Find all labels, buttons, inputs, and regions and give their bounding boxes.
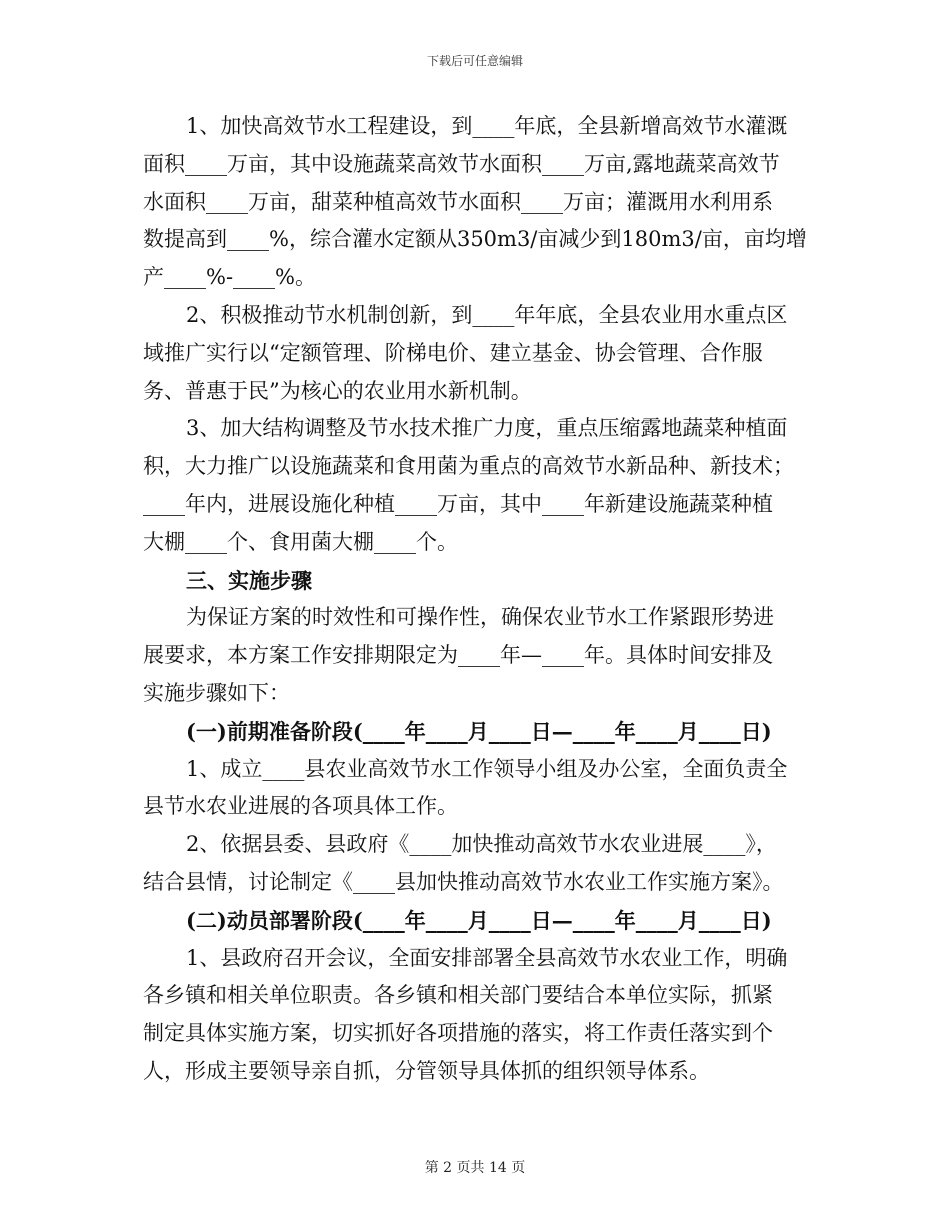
text-line: 实施步骤如下： xyxy=(143,680,290,705)
page-footer: 第 2 页共 14 页 xyxy=(424,1160,526,1176)
text-line: 务、普惠于民”为核心的农业用水新机制。 xyxy=(143,378,532,403)
text-line: 1、县政府召开会议，全面安排部署全县高效节水农业工作，明确 xyxy=(186,945,788,970)
text-line: 人，形成主要领导亲自抓，分管领导具体抓的组织领导体系。 xyxy=(143,1058,710,1083)
section-heading: (一)前期准备阶段(____年____月____日—____年____月____日) xyxy=(186,718,772,744)
text-line: 1、加快高效节水工程建设，到____年底，全县新增高效节水灌溉 xyxy=(186,114,788,138)
section-heading: 三、实施步骤 xyxy=(186,567,312,593)
page-header: 下载后可任意编辑 xyxy=(426,54,523,68)
section-heading: (二)动员部署阶段(____年____月____日—____年____月____日) xyxy=(186,907,772,933)
text-line: 面积____万亩，其中设施蔬菜高效节水面积____万亩,露地蔬菜高效节 xyxy=(143,151,780,176)
text-line: 大棚____个、食用菌大棚____个。 xyxy=(143,529,458,554)
text-line: 县节水农业进展的各项具体工作。 xyxy=(143,794,458,819)
text-line: 为保证方案的时效性和可操作性，确保农业节水工作紧跟形势进 xyxy=(186,605,774,630)
text-line: 积，大力推广以设施蔬菜和食用菌为重点的高效节水新品种、新技术； xyxy=(143,454,794,479)
text-line: 域推广实行以“定额管理、阶梯电价、建立基金、协会管理、合作服 xyxy=(143,340,763,365)
text-line: 展要求，本方案工作安排期限定为____年—____年。具体时间安排及 xyxy=(143,643,773,668)
text-line: 3、加大结构调整及节水技术推广力度，重点压缩露地蔬菜种植面 xyxy=(186,416,788,441)
text-line: 水面积____万亩，甜菜种植高效节水面积____万亩；灌溉用水利用系 xyxy=(143,189,773,214)
text-line: 1、成立____县农业高效节水工作领导小组及办公室，全面负责全 xyxy=(186,756,788,781)
text-line: 各乡镇和相关单位职责。各乡镇和相关部门要结合本单位实际，抓紧 xyxy=(143,983,773,1008)
text-line: ____年内，进展设施化种植____万亩，其中____年新建设施蔬菜种植 xyxy=(143,491,773,516)
text-line: 制定具体实施方案，切实抓好各项措施的落实，将工作责任落实到个 xyxy=(143,1021,773,1046)
text-line: 数提高到____%，综合灌水定额从350m3/亩减少到180m3/亩，亩均增 xyxy=(143,227,807,252)
document-body xyxy=(143,108,808,1091)
text-line: 产____%-____%。 xyxy=(143,265,317,290)
text-line: 2、积极推动节水机制创新，到____年年底，全县农业用水重点区 xyxy=(186,302,788,327)
text-line: 结合县情，讨论制定《____县加快推动高效节水农业工作实施方案》。 xyxy=(143,869,784,894)
text-line: 2、依据县委、县政府《____加快推动高效节水农业进展____》， xyxy=(186,832,777,857)
